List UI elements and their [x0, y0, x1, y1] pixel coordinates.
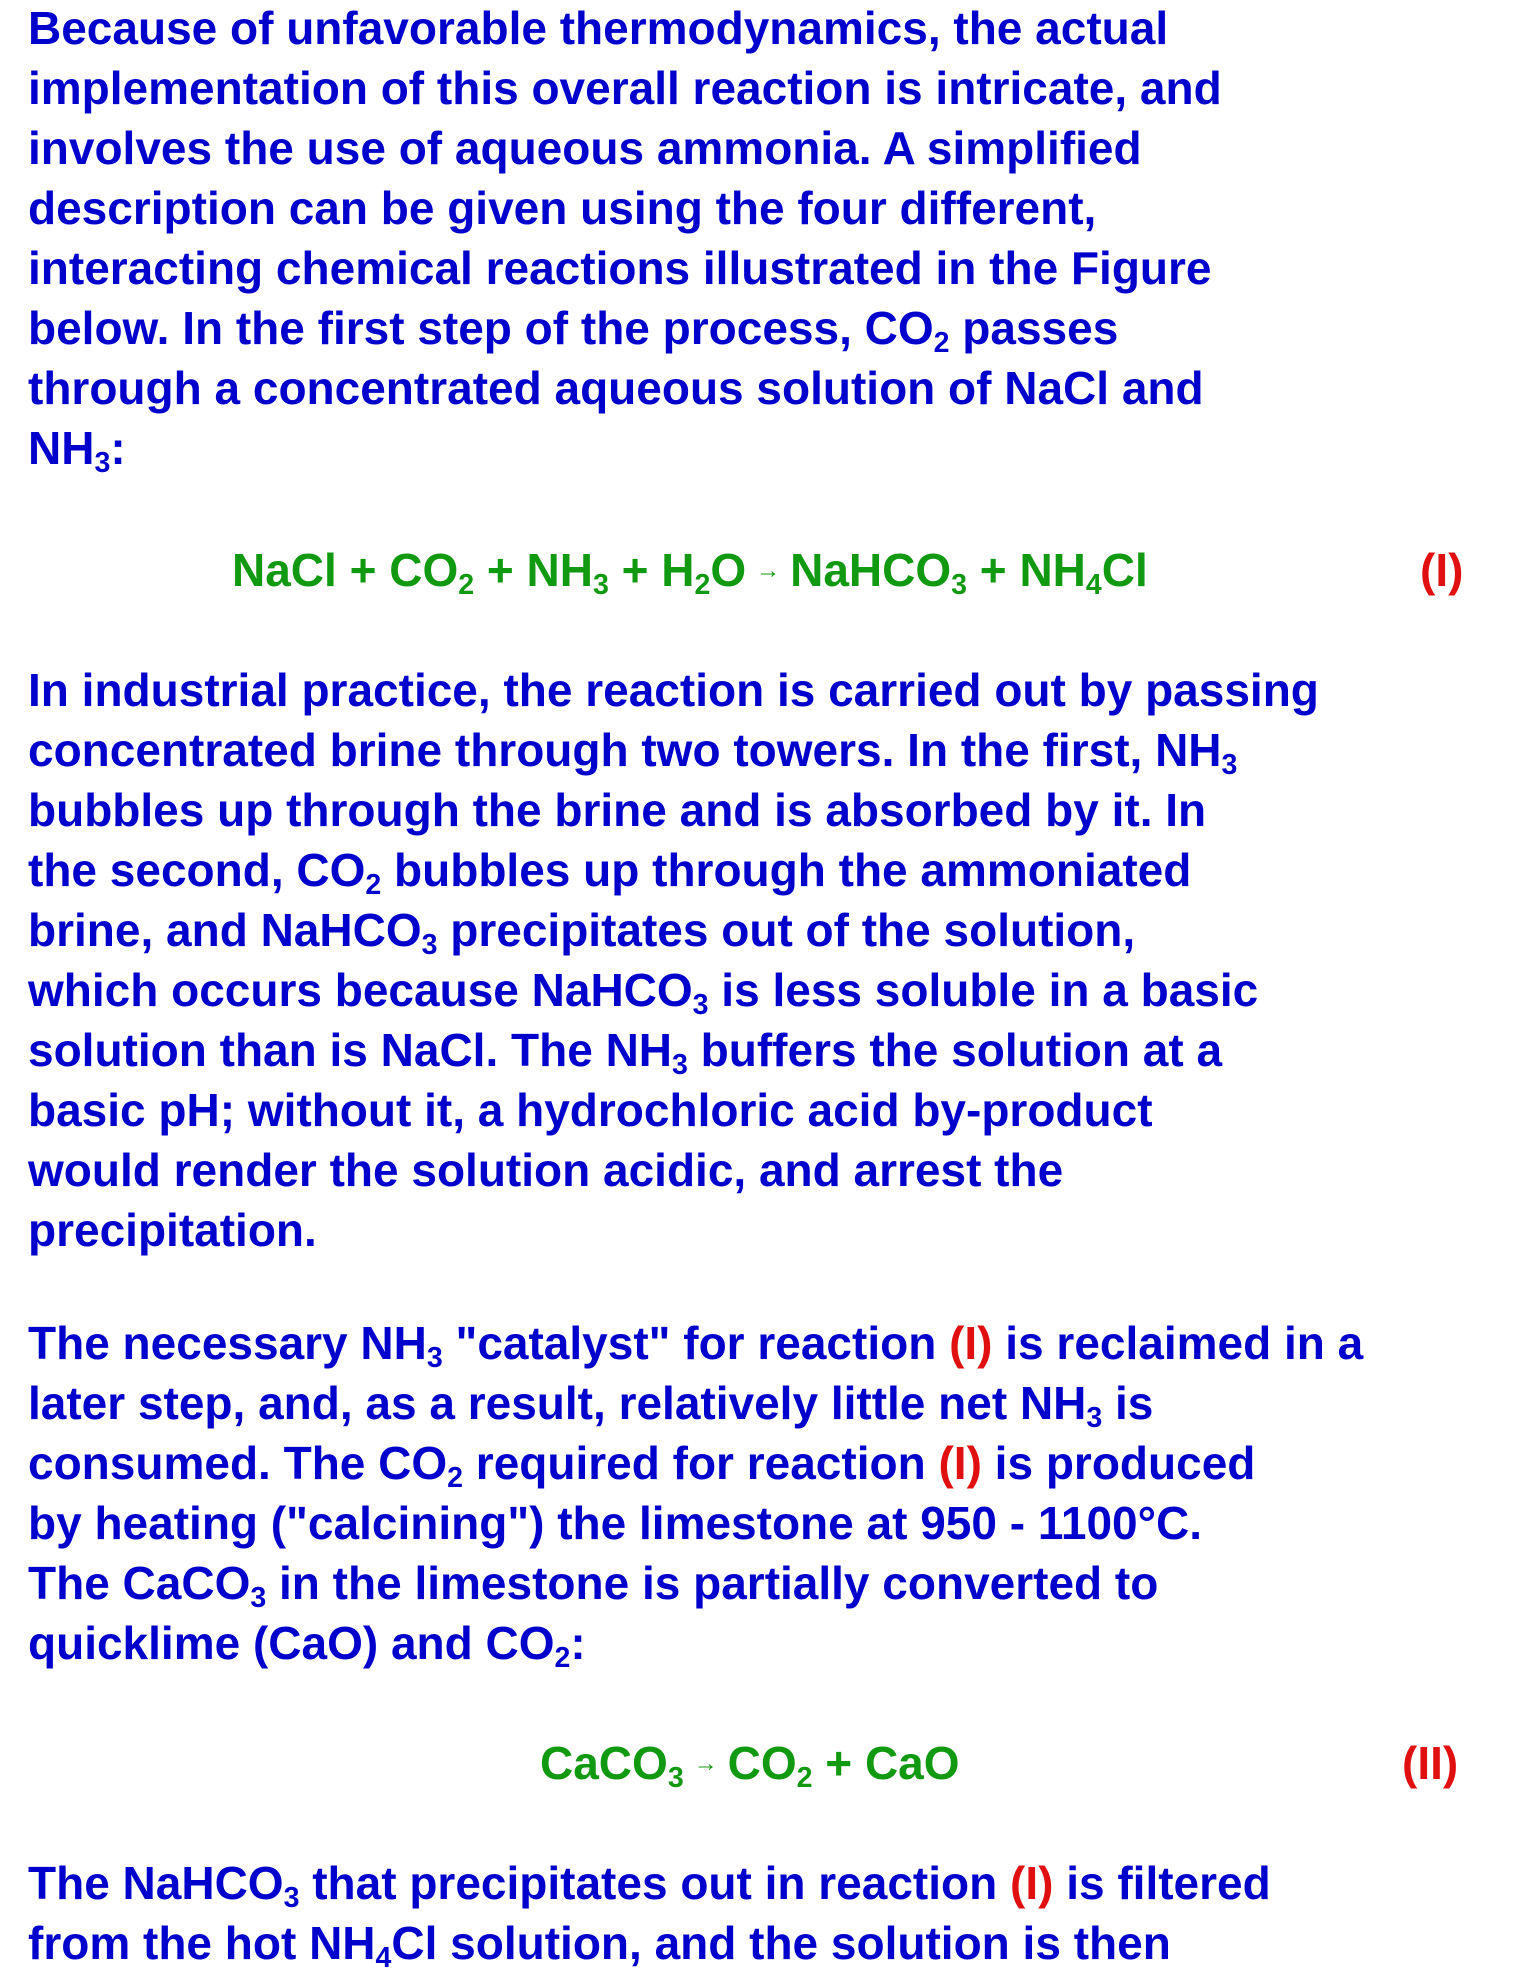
text-line: implementation of this overall reaction is intricate, and [28, 62, 1222, 114]
text-line: interacting chemical reactions illustrated in the Figure [28, 242, 1212, 294]
equation-2-label: (II) [1402, 1737, 1459, 1789]
reaction-reference: (I) [949, 1317, 993, 1369]
text-line: precipitation. [28, 1204, 317, 1256]
text-line: $NH_3$: [28, 422, 126, 479]
paragraph-3 [28, 1313, 1515, 1673]
text-line: brine, and NaHCO$_3$ precipitates out of the solution, [28, 904, 1136, 961]
text-line: involves the use of aqueous ammonia. A simplified [28, 122, 1142, 174]
text-line: In industrial practice, the reaction is carried out by passing [28, 664, 1319, 716]
paragraph-1 [28, 0, 1515, 478]
text-line: description can be given using the four different, [28, 182, 1097, 234]
text-line: Because of unfavorable thermodynamics, the actual [28, 2, 1169, 54]
text-line: the second, $CO_2$ bubbles up through the ammoniated [28, 844, 1192, 901]
text-line: solution than is NaCl. The $NH_3$ buffers the solution at a [28, 1024, 1223, 1081]
text-line: basic pH; without it, a hydrochloric acid by-product [28, 1084, 1153, 1136]
text-line: quicklime (CaO) and $CO_2$: [28, 1617, 586, 1674]
text-line: The CaCO$_3$ in the limestone is partially converted to [28, 1557, 1159, 1614]
text-line: through a concentrated aqueous solution of NaCl and [28, 362, 1204, 414]
text-line: consumed. The $CO_2$ required for reaction (I) is produced [28, 1437, 1256, 1494]
text-line: later step, and, as a result, relatively little net $NH_3$ is [28, 1377, 1154, 1434]
reaction-arrow-icon: → [693, 1749, 718, 1777]
text-line: The necessary $NH_3$ "catalyst" for reaction (I) is reclaimed in a [28, 1317, 1364, 1374]
equation-1-label: (I) [1420, 544, 1464, 596]
text-line: below. In the first step of the process, $CO_2$ passes [28, 302, 1119, 359]
equation-2: CaCO$_3$ → $CO_2$ + CaO [540, 1737, 960, 1794]
text-line: which occurs because NaHCO$_3$ is less soluble in a basic [28, 964, 1259, 1021]
text-line: The NaHCO$_3$ that precipitates out in reaction (I) is filtered [28, 1857, 1271, 1914]
text-line: would render the solution acidic, and arrest the [28, 1144, 1064, 1196]
text-line: from the hot $NH_4Cl$ solution, and the solution is then [28, 1917, 1171, 1974]
text-line: bubbles up through the brine and is absorbed by it. In [28, 784, 1207, 836]
paragraph-2 [28, 660, 1515, 1260]
reaction-reference: (I) [1010, 1857, 1054, 1909]
paragraph-4 [28, 1853, 1515, 1973]
text-line: concentrated brine through two towers. In the first, $NH_3$ [28, 724, 1238, 781]
equation-1: NaCl + $CO_2 + NH_3 + H_2O$ → NaHCO$_3$ + $NH_4Cl$ [232, 544, 1148, 601]
text-line: by heating ("calcining") the limestone at 950 - 1100°C. [28, 1497, 1203, 1549]
reaction-reference: (I) [938, 1437, 982, 1489]
reaction-arrow-icon: → [756, 556, 781, 584]
